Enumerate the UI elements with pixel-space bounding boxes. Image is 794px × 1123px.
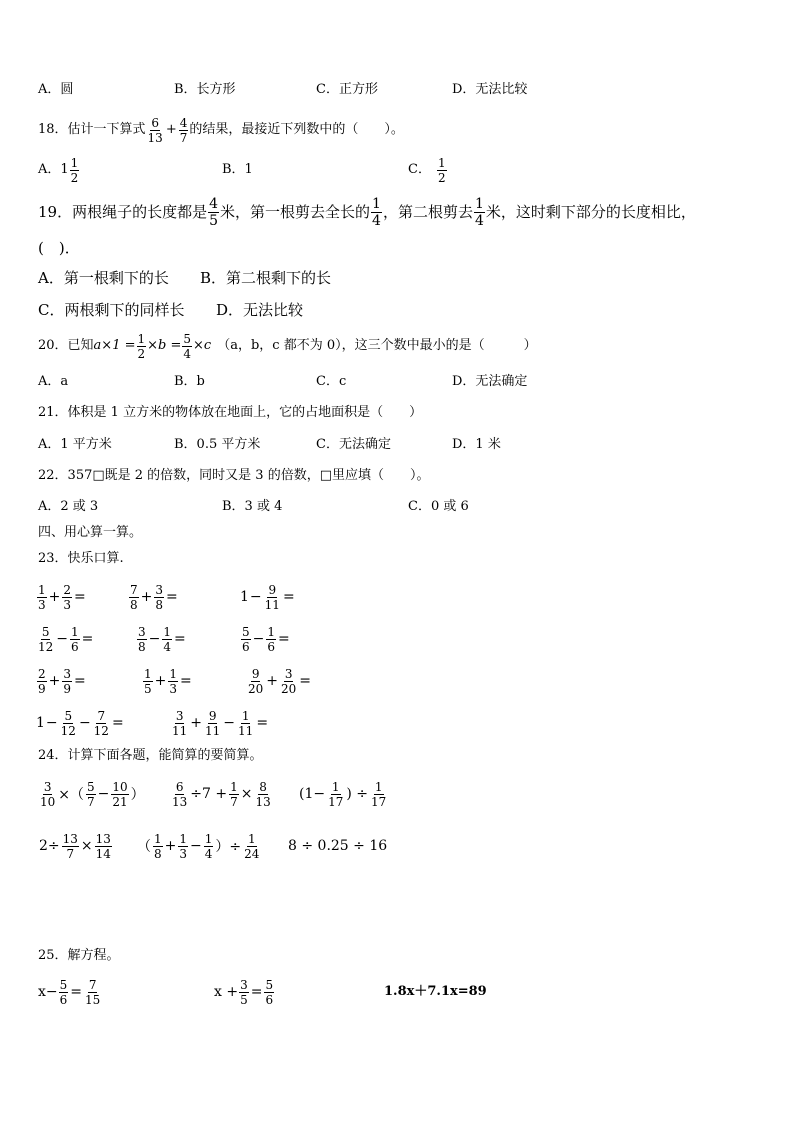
q19-text-2: 米，第一根剪去全长的 bbox=[220, 203, 371, 221]
q24-item-e: （ $\frac{1}{8}$ + $\frac{1}{3}$ − $\frac{1}{4}$ ）÷ $\frac{1}{24}$ bbox=[137, 831, 260, 861]
q20-option-d: D．无法确定 bbox=[452, 374, 528, 389]
q20-expr-2: ×b = bbox=[147, 338, 182, 353]
q23-title: 23．快乐口算. bbox=[38, 551, 124, 566]
q23-item-8: $\frac{1}{5}$ + $\frac{1}{3}$ = bbox=[144, 666, 192, 696]
q24-item-b: $\frac{6}{13}$ ÷7 + $\frac{1}{7}$ × $\frac{8}{13}$ bbox=[172, 779, 271, 809]
q20-fraction-2: $\frac{5}{4}$ bbox=[183, 331, 192, 361]
q20-option-b: B．b bbox=[174, 374, 205, 389]
q18-prefix: 18．估计一下算式 bbox=[38, 122, 146, 137]
q19-answer-blank: ( )． bbox=[38, 239, 80, 257]
q21-option-c: C．无法确定 bbox=[316, 437, 391, 452]
plus-sign: + bbox=[165, 122, 177, 137]
q17-option-b: B．长方形 bbox=[174, 82, 236, 97]
q23-item-9: $\frac{9}{20}$ + $\frac{3}{20}$ = bbox=[248, 666, 312, 696]
q19-option-d: D．无法比较 bbox=[216, 301, 304, 319]
q25-equation-c: 1.8x＋7.1x=89 bbox=[384, 984, 487, 999]
q20-option-c: C．c bbox=[316, 374, 347, 389]
q18-suffix: 的结果，最接近下列数中的（ ）。 bbox=[189, 122, 404, 137]
q23-item-4: $\frac{5}{12}$ − $\frac{1}{6}$ = bbox=[38, 624, 94, 654]
q19-text-1: 19．两根绳子的长度都是 bbox=[38, 203, 208, 221]
q24-item-a: $\frac{3}{10}$ ×（ $\frac{5}{7}$ − $\frac{10}{21}$ ） bbox=[40, 779, 145, 809]
q18-options bbox=[38, 150, 638, 190]
q23-item-5: $\frac{3}{8}$ − $\frac{1}{4}$ = bbox=[138, 624, 186, 654]
q22-option-b: B．3 或 4 bbox=[222, 499, 283, 514]
q19-option-b: B．第二根剩下的长 bbox=[200, 269, 332, 287]
q23-item-7: $\frac{2}{9}$ + $\frac{3}{9}$ = bbox=[38, 666, 86, 696]
q23-item-3: 1 − $\frac{9}{11}$ = bbox=[240, 582, 295, 612]
q18-question bbox=[38, 110, 404, 150]
q22-option-a: A．2 或 3 bbox=[38, 499, 99, 514]
q17-option-a: A．圆 bbox=[38, 82, 74, 97]
section-heading: 四、用心算一算。 bbox=[38, 525, 143, 540]
q19-fraction-2: $\frac{1}{4}$ bbox=[372, 195, 381, 229]
q20-expr-1: a×1 = bbox=[93, 338, 136, 353]
q17-option-d: D．无法比较 bbox=[452, 82, 528, 97]
q21-option-d: D．1 米 bbox=[452, 437, 501, 452]
q18-option-b: B．1 bbox=[222, 162, 253, 177]
q25-equation-a: x− $\frac{5}{6}$ = $\frac{7}{15}$ bbox=[38, 977, 101, 1007]
q19-question bbox=[38, 192, 696, 232]
q19-text-4: 米，这时剩下部分的长度相比， bbox=[485, 203, 696, 221]
q22-question: 22．357□既是 2 的倍数，同时又是 3 的倍数，□里应填（ ）。 bbox=[38, 468, 430, 483]
q20-expr-3: ×c bbox=[193, 338, 212, 353]
q23-item-1: $\frac{1}{3}$ + $\frac{2}{3}$ = bbox=[38, 582, 86, 612]
q19-text-3: ，第二根剪去 bbox=[382, 203, 473, 221]
q23-item-6: $\frac{5}{6}$ − $\frac{1}{6}$ = bbox=[242, 624, 290, 654]
q18-fraction-b: $\frac{4}{7}$ bbox=[179, 115, 188, 145]
q20-option-a: A．a bbox=[38, 374, 69, 389]
q22-option-c: C．0 或 6 bbox=[408, 499, 469, 514]
q21-question: 21．体积是 1 立方米的物体放在地面上，它的占地面积是（ ） bbox=[38, 405, 423, 420]
q19-fraction-1: $\frac{4}{5}$ bbox=[209, 195, 219, 229]
q18-option-a: A． 1 $\frac{1}{2}$ bbox=[38, 155, 79, 185]
q23-item-10: 1 − $\frac{5}{12}$ − $\frac{7}{12}$ = bbox=[36, 708, 124, 738]
q24-title: 24．计算下面各题，能简算的要简算。 bbox=[38, 748, 263, 763]
q25-title: 25．解方程。 bbox=[38, 948, 120, 963]
q19-option-a: A．第一根剩下的长 bbox=[38, 269, 169, 287]
q19-fraction-3: $\frac{1}{4}$ bbox=[474, 195, 484, 229]
q19-option-c: C．两根剩下的同样长 bbox=[38, 301, 185, 319]
q21-option-a: A．1 平方米 bbox=[38, 437, 112, 452]
q20-suffix: （a，b，c 都不为 0），这三个数中最小的是（ ） bbox=[217, 338, 537, 353]
q24-item-d: 2÷ $\frac{13}{7}$ × $\frac{13}{14}$ bbox=[39, 831, 111, 861]
q20-question bbox=[38, 326, 537, 366]
q25-equation-b: x + $\frac{3}{5}$ = $\frac{5}{6}$ bbox=[214, 977, 274, 1007]
q21-option-b: B．0.5 平方米 bbox=[174, 437, 261, 452]
q20-prefix: 20．已知 bbox=[38, 338, 94, 353]
q23-item-11: $\frac{3}{11}$ + $\frac{9}{11}$ − $\frac{1}{11}$ = bbox=[172, 708, 269, 738]
q23-item-2: $\frac{7}{8}$ + $\frac{3}{8}$ = bbox=[130, 582, 178, 612]
q18-option-c: C． $\frac{1}{2}$ bbox=[408, 155, 446, 185]
q18-fraction-a: $\frac{6}{13}$ bbox=[147, 115, 163, 145]
q24-item-c: (1− $\frac{1}{17}$ ) ÷ $\frac{1}{17}$ bbox=[299, 779, 387, 809]
q17-option-c: C．正方形 bbox=[316, 82, 378, 97]
q20-fraction-1: $\frac{1}{2}$ bbox=[137, 331, 146, 361]
q24-item-f: 8 ÷ 0.25 ÷ 16 bbox=[288, 838, 388, 854]
